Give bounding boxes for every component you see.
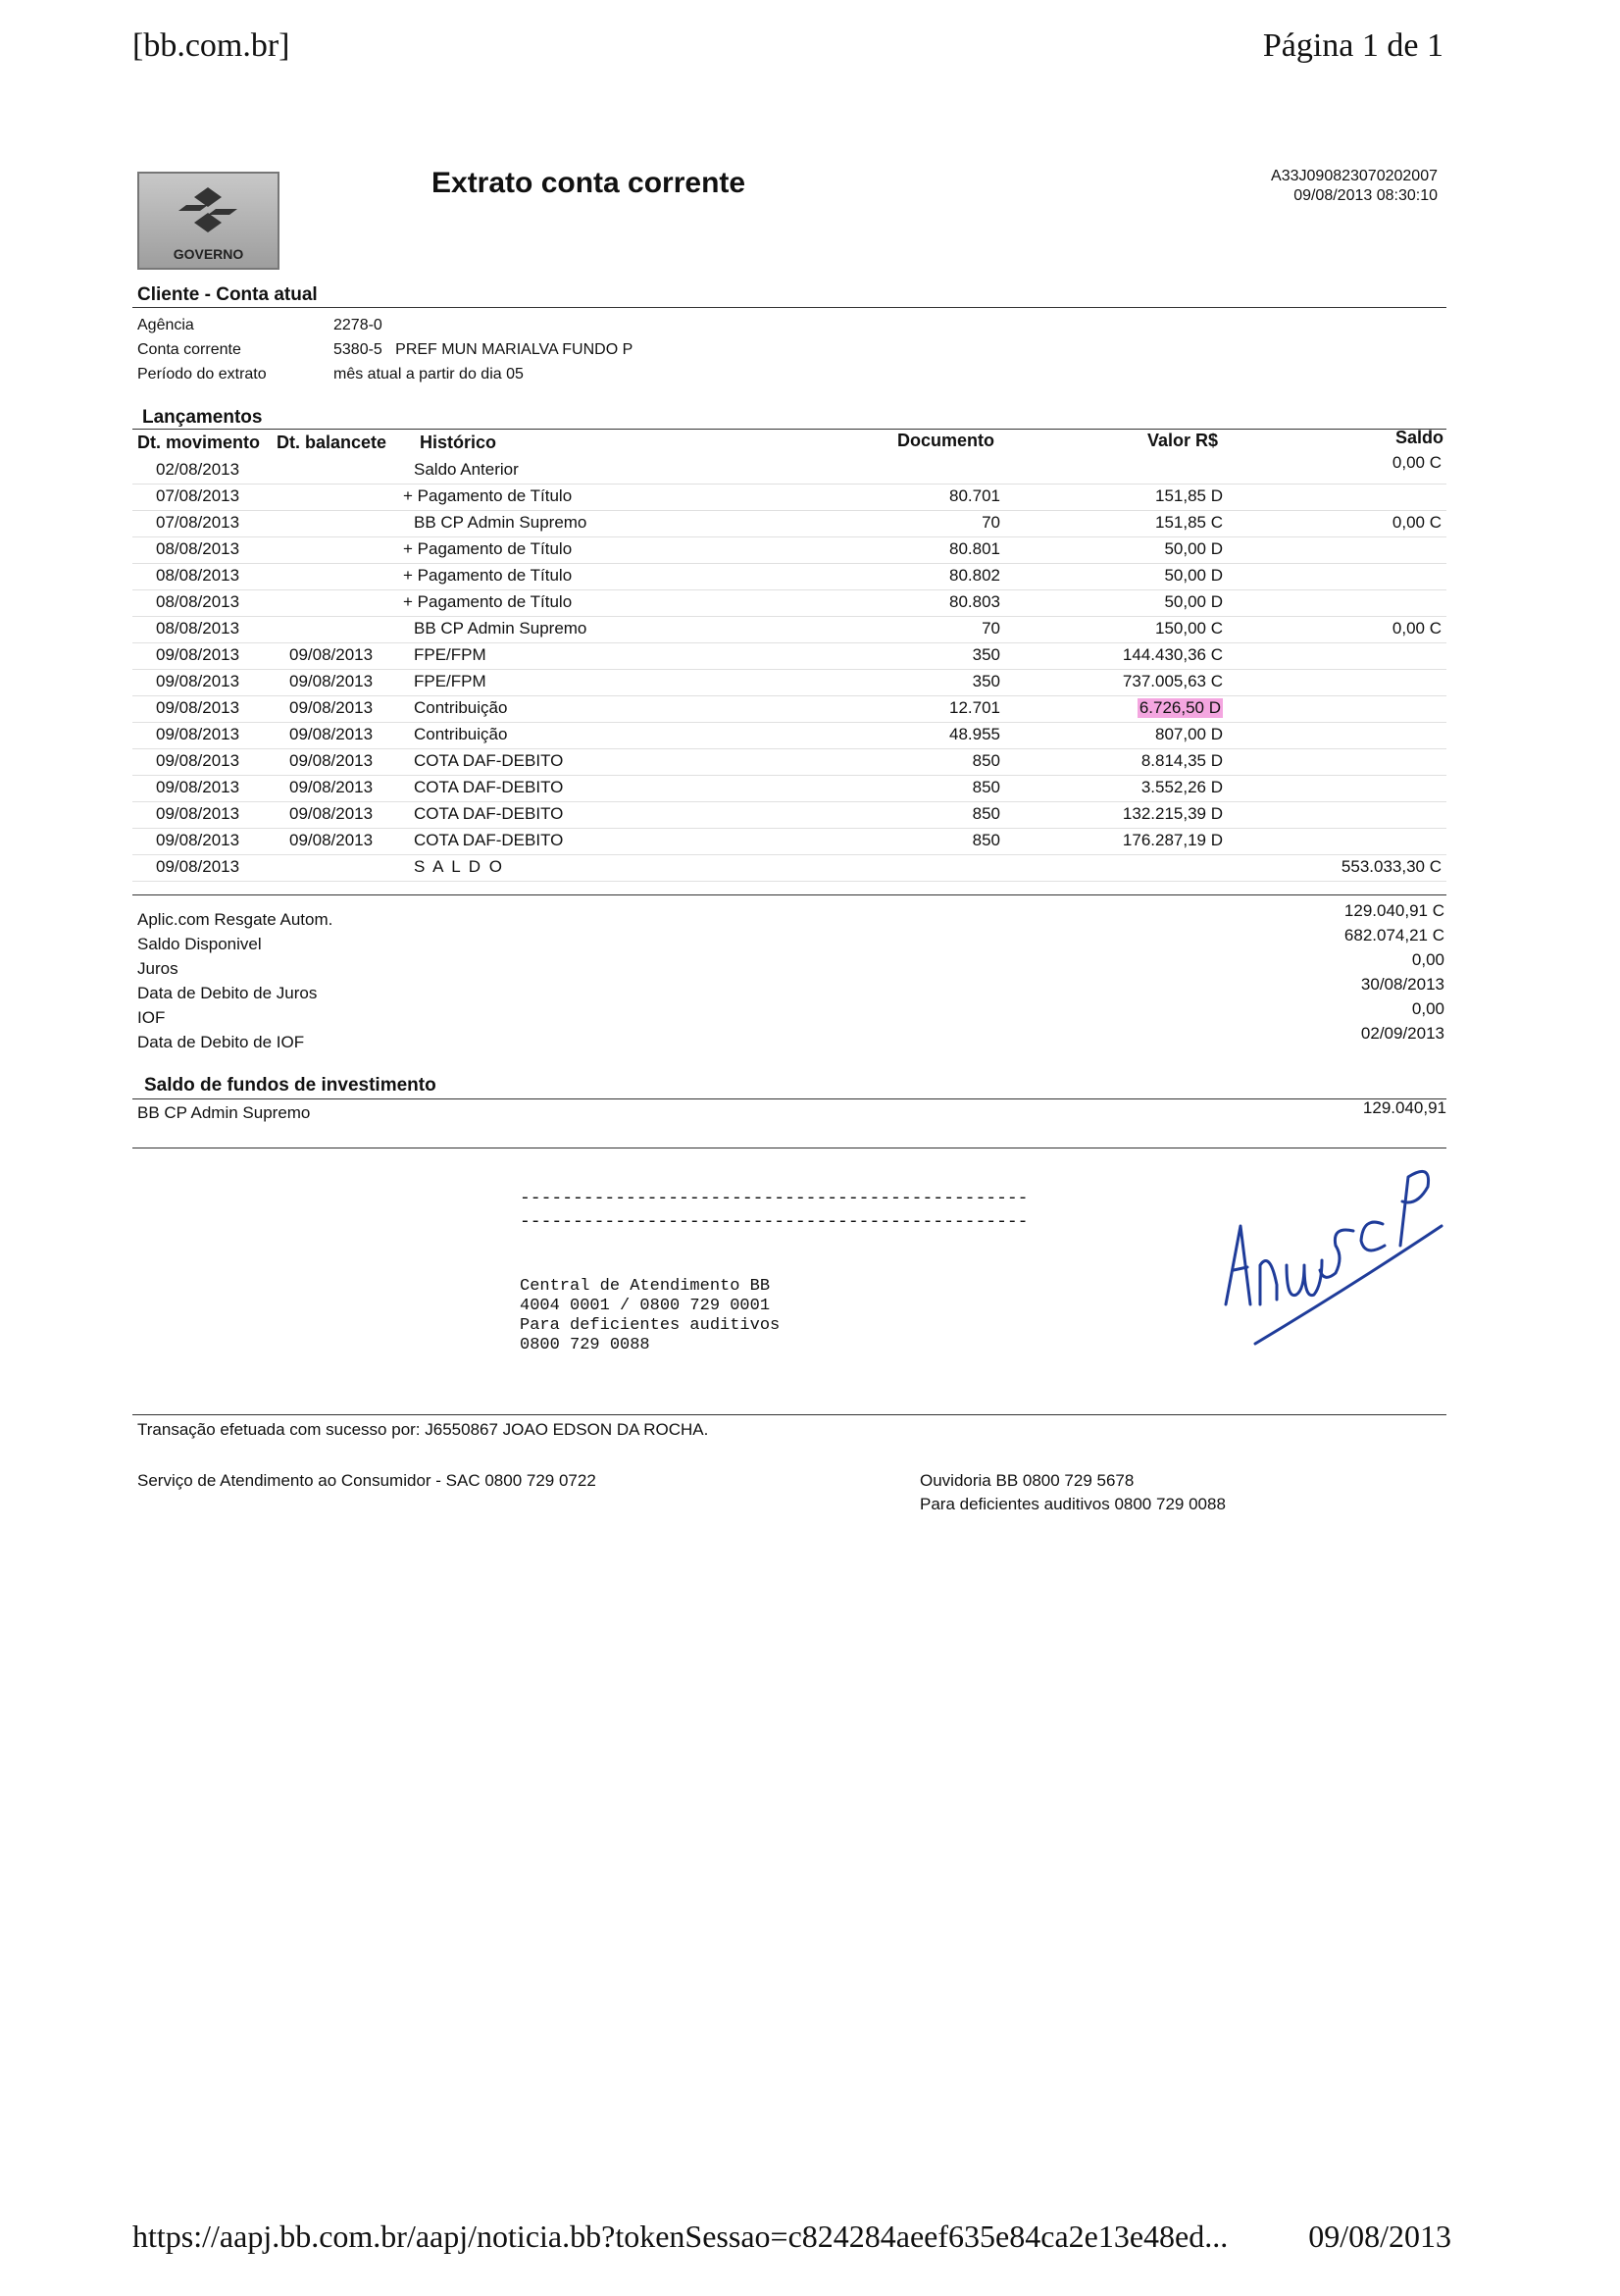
print-footer-url: https://aapj.bb.com.br/aapj/noticia.bb?tokenSessao=c824284aeef635e84ca2e13e48ed...: [132, 2219, 1229, 2254]
cell-bal: 09/08/2013: [289, 804, 374, 823]
table-row: [132, 536, 1446, 564]
summary-value: 129.040,91 C: [1343, 901, 1444, 920]
cell-hist: FPE/FPM: [414, 672, 486, 690]
divider: [132, 1414, 1446, 1415]
cell-mov: 08/08/2013: [156, 566, 240, 585]
cell-hist: Contribuição: [414, 725, 508, 743]
summary-label: Aplic.com Resgate Autom.: [137, 910, 333, 929]
cell-mov: 09/08/2013: [156, 778, 240, 796]
print-footer-date: 09/08/2013: [1308, 2219, 1451, 2254]
summary-value: 30/08/2013: [1360, 975, 1444, 994]
divider: [132, 307, 1446, 308]
summary-label: Data de Debito de IOF: [137, 1033, 305, 1051]
summary-row: [137, 926, 1446, 954]
cell-bal: 09/08/2013: [289, 831, 374, 849]
document-datetime: 09/08/2013 08:30:10: [1293, 187, 1438, 204]
transacao-text: Transação efetuada com sucesso por: J6550867 JOAO EDSON DA ROCHA.: [137, 1420, 709, 1439]
cell-hist: BB CP Admin Supremo: [414, 513, 587, 532]
cell-val: 6.726,50 D: [1139, 698, 1221, 717]
col-header-saldo: Saldo: [1394, 428, 1443, 447]
cell-mov: 09/08/2013: [156, 645, 240, 664]
cell-mov: 09/08/2013: [156, 725, 240, 743]
summary-value: 0,00: [1411, 999, 1444, 1018]
table-row: [132, 722, 1446, 749]
col-header-historico: Histórico: [420, 433, 497, 452]
table-row: [132, 854, 1446, 882]
sac-text: Serviço de Atendimento ao Consumidor - SAC 0800 729 0722: [137, 1471, 596, 1490]
cell-val: 150,00 C: [1155, 619, 1223, 638]
fundo-value: 129.040,91: [1362, 1098, 1446, 1117]
summary-row: [137, 1024, 1446, 1052]
table-row: [132, 695, 1446, 723]
cell-val: 50,00 D: [1164, 566, 1223, 585]
fundos-section-title: Saldo de fundos de investimento: [144, 1075, 436, 1096]
cell-doc: 70: [982, 513, 1000, 532]
table-row: [132, 642, 1446, 670]
table-row: [132, 801, 1446, 829]
central-atendimento: [520, 1277, 780, 1355]
cell-doc: 850: [972, 778, 1000, 796]
cell-hist: + Pagamento de Título: [403, 486, 573, 505]
summary-label: Saldo Disponivel: [137, 935, 262, 953]
cell-hist: BB CP Admin Supremo: [414, 619, 587, 638]
cell-val: 132.215,39 D: [1122, 804, 1223, 823]
cell-mov: 07/08/2013: [156, 513, 240, 532]
cell-mov: 09/08/2013: [156, 698, 240, 717]
document-id-block: [1271, 167, 1438, 206]
client-section-title: Cliente - Conta atual: [137, 284, 318, 305]
ouvidoria-line: Ouvidoria BB 0800 729 5678: [920, 1471, 1135, 1490]
col-header-dt-balancete: Dt. balancete: [277, 433, 387, 452]
summary-value: 02/09/2013: [1360, 1024, 1444, 1043]
cell-doc: 350: [972, 645, 1000, 664]
table-row: [132, 453, 1446, 485]
document-title: Extrato conta corrente: [431, 167, 746, 199]
cell-bal: 09/08/2013: [289, 725, 374, 743]
cell-mov: 09/08/2013: [156, 857, 240, 876]
lancamentos-section-title: Lançamentos: [142, 407, 263, 428]
bank-logo: [137, 172, 279, 270]
table-row: [132, 616, 1446, 643]
conta-value: 5380-5 PREF MUN MARIALVA FUNDO P: [333, 341, 633, 358]
cell-hist: COTA DAF-DEBITO: [414, 778, 564, 796]
cell-doc: 80.803: [949, 592, 1000, 611]
logo-label: GOVERNO: [173, 246, 244, 262]
cell-val: 8.814,35 D: [1140, 751, 1223, 770]
cell-val: 151,85 D: [1155, 486, 1223, 505]
table-row: [132, 748, 1446, 776]
cell-doc: 48.955: [949, 725, 1000, 743]
cell-bal: 09/08/2013: [289, 751, 374, 770]
banco-do-brasil-logo-icon: [178, 185, 237, 234]
summary-value: 682.074,21 C: [1343, 926, 1444, 944]
cell-val: 50,00 D: [1164, 539, 1223, 558]
cell-hist: Contribuição: [414, 698, 508, 717]
table-row: [132, 510, 1446, 537]
central-line: Central de Atendimento BB: [520, 1277, 771, 1296]
dashed-separator: ------------------------------------------------: [520, 1189, 1029, 1208]
col-header-dt-movimento: Dt. movimento: [137, 433, 261, 452]
cell-bal: 09/08/2013: [289, 672, 374, 690]
fundo-name: BB CP Admin Supremo: [137, 1103, 311, 1122]
cell-sal: 0,00 C: [1392, 513, 1442, 532]
cell-val: 3.552,26 D: [1140, 778, 1223, 796]
cell-hist: + Pagamento de Título: [403, 592, 573, 611]
cell-bal: 09/08/2013: [289, 645, 374, 664]
dashed-separator: ------------------------------------------------: [520, 1212, 1029, 1232]
cell-doc: 80.802: [949, 566, 1000, 585]
cell-mov: 02/08/2013: [156, 460, 240, 479]
cell-doc: 70: [982, 619, 1000, 638]
periodo-label: Período do extrato: [137, 366, 267, 383]
cell-val: 151,85 C: [1155, 513, 1223, 532]
cell-doc: 350: [972, 672, 1000, 690]
cell-hist: COTA DAF-DEBITO: [414, 831, 564, 849]
document-id: A33J090823070202007: [1271, 168, 1438, 184]
cell-mov: 08/08/2013: [156, 592, 240, 611]
cell-hist: COTA DAF-DEBITO: [414, 804, 564, 823]
summary-row: [137, 975, 1446, 1003]
cell-hist: S A L D O: [414, 857, 505, 876]
cell-doc: 80.701: [949, 486, 1000, 505]
table-row: [132, 589, 1446, 617]
cell-bal: 09/08/2013: [289, 778, 374, 796]
cell-mov: 08/08/2013: [156, 619, 240, 638]
cell-bal: 09/08/2013: [289, 698, 374, 717]
cell-mov: 09/08/2013: [156, 831, 240, 849]
table-row: [132, 484, 1446, 511]
summary-row: [137, 901, 1446, 930]
central-line: 0800 729 0088: [520, 1336, 650, 1354]
print-header-page: Página 1 de 1: [1262, 27, 1443, 64]
cell-doc: 80.801: [949, 539, 1000, 558]
central-line: Para deficientes auditivos: [520, 1316, 781, 1335]
divider: [132, 894, 1446, 895]
cell-hist: FPE/FPM: [414, 645, 486, 664]
cell-mov: 08/08/2013: [156, 539, 240, 558]
conta-label: Conta corrente: [137, 341, 241, 358]
summary-label: Juros: [137, 959, 178, 978]
summary-value: 0,00: [1411, 950, 1444, 969]
central-line: 4004 0001 / 0800 729 0001: [520, 1297, 771, 1315]
divider: [132, 429, 1446, 430]
table-row: [132, 563, 1446, 590]
print-header-site: [bb.com.br]: [132, 27, 290, 64]
cell-hist: Saldo Anterior: [414, 460, 519, 479]
cell-mov: 09/08/2013: [156, 672, 240, 690]
handwritten-signature: [1216, 1157, 1451, 1353]
agencia-value: 2278-0: [333, 317, 382, 333]
cell-sal: 0,00 C: [1392, 453, 1442, 472]
cell-mov: 07/08/2013: [156, 486, 240, 505]
cell-doc: 850: [972, 751, 1000, 770]
cell-mov: 09/08/2013: [156, 751, 240, 770]
cell-val: 144.430,36 C: [1122, 645, 1223, 664]
summary-label: Data de Debito de Juros: [137, 984, 318, 1002]
cell-doc: 12.701: [949, 698, 1000, 717]
col-header-valor: Valor R$: [1147, 431, 1219, 450]
table-row: [132, 775, 1446, 802]
cell-mov: 09/08/2013: [156, 804, 240, 823]
periodo-value: mês atual a partir do dia 05: [333, 366, 524, 383]
cell-hist: + Pagamento de Título: [403, 539, 573, 558]
cell-hist: COTA DAF-DEBITO: [414, 751, 564, 770]
cell-sal: 553.033,30 C: [1341, 857, 1442, 876]
cell-val: 176.287,19 D: [1122, 831, 1223, 849]
cell-doc: 850: [972, 831, 1000, 849]
summary-row: [137, 999, 1446, 1028]
col-header-documento: Documento: [897, 431, 994, 450]
cell-doc: 850: [972, 804, 1000, 823]
cell-sal: 0,00 C: [1392, 619, 1442, 638]
table-row: [132, 669, 1446, 696]
summary-row: [137, 950, 1446, 979]
ouvidoria-deficientes-line: Para deficientes auditivos 0800 729 0088: [920, 1495, 1226, 1513]
cell-val: 50,00 D: [1164, 592, 1223, 611]
summary-label: IOF: [137, 1008, 166, 1027]
agencia-label: Agência: [137, 317, 194, 333]
cell-hist: + Pagamento de Título: [403, 566, 573, 585]
cell-val: 807,00 D: [1155, 725, 1223, 743]
cell-val: 737.005,63 C: [1122, 672, 1223, 690]
table-row: [132, 828, 1446, 855]
divider: [132, 1098, 1446, 1099]
